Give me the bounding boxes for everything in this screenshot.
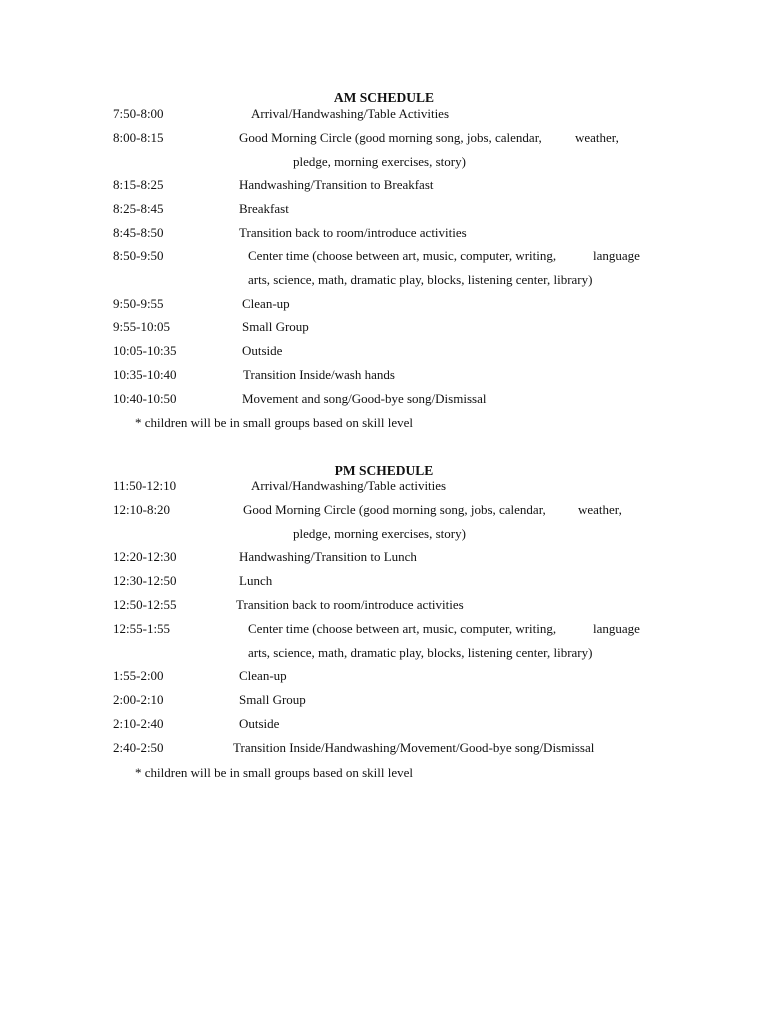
pm-activity-9: Outside [239, 716, 280, 731]
pm-time-1: 11:50-12:10 [113, 478, 177, 493]
pm-activity-6: Center time (choose between art, music, computer, writing, [248, 621, 557, 636]
am-time-10: 10:35-10:40 [113, 367, 177, 382]
pm-time-3: 12:20-12:30 [113, 549, 177, 564]
am-time-4: 8:25-8:45 [113, 201, 164, 216]
am-activity-5: Transition back to room/introduce activities [239, 225, 467, 240]
pm-note: * children will be in small groups based on skill level [135, 765, 414, 780]
pm-activity-10: Transition Inside/Handwashing/Movement/Good-bye song/Dismissal [233, 740, 595, 755]
pm-time-8: 2:00-2:10 [113, 692, 164, 707]
pm-activity-5: Transition back to room/introduce activities [236, 597, 464, 612]
pm-time-5: 12:50-12:55 [113, 597, 177, 612]
am-activity-8: Small Group [242, 319, 309, 334]
am-time-1: 7:50-8:00 [113, 106, 164, 121]
am-activity-2: Good Morning Circle (good morning song, jobs, calendar, [239, 130, 542, 145]
am-activity-6-cont: arts, science, math, dramatic play, blocks, listening center, library) [248, 272, 593, 287]
am-time-5: 8:45-8:50 [113, 225, 164, 240]
am-time-6: 8:50-9:50 [113, 248, 164, 263]
pm-activity-3: Handwashing/Transition to Lunch [239, 549, 417, 564]
am-schedule-title: AM SCHEDULE [333, 90, 435, 105]
am-activity-2-tail: weather, [575, 130, 619, 145]
pm-schedule-title: PM SCHEDULE [334, 463, 434, 478]
am-activity-11: Movement and song/Good-bye song/Dismissal [242, 391, 487, 406]
pm-time-10: 2:40-2:50 [113, 740, 164, 755]
am-time-9: 10:05-10:35 [113, 343, 177, 358]
am-activity-4: Breakfast [239, 201, 289, 216]
am-time-8: 9:55-10:05 [113, 319, 171, 334]
pm-activity-6-tail: language [593, 621, 640, 636]
pm-time-6: 12:55-1:55 [113, 621, 171, 636]
am-activity-6: Center time (choose between art, music, computer, writing, [248, 248, 557, 263]
am-activity-2-cont: pledge, morning exercises, story) [293, 154, 466, 169]
pm-activity-4: Lunch [239, 573, 273, 588]
pm-activity-2-cont: pledge, morning exercises, story) [293, 526, 466, 541]
am-time-11: 10:40-10:50 [113, 391, 177, 406]
am-time-7: 9:50-9:55 [113, 296, 164, 311]
am-activity-3: Handwashing/Transition to Breakfast [239, 177, 434, 192]
pm-activity-6-cont: arts, science, math, dramatic play, blocks, listening center, library) [248, 645, 593, 660]
am-note: * children will be in small groups based on skill level [135, 415, 414, 430]
am-time-2: 8:00-8:15 [113, 130, 164, 145]
pm-activity-1: Arrival/Handwashing/Table activities [251, 478, 447, 493]
pm-time-4: 12:30-12:50 [113, 573, 177, 588]
pm-time-9: 2:10-2:40 [113, 716, 164, 731]
pm-time-2: 12:10-8:20 [113, 502, 171, 517]
pm-activity-8: Small Group [239, 692, 306, 707]
pm-activity-2: Good Morning Circle (good morning song, jobs, calendar, [243, 502, 546, 517]
am-activity-1: Arrival/Handwashing/Table Activities [251, 106, 450, 121]
am-activity-7: Clean-up [242, 296, 290, 311]
am-activity-6-tail: language [593, 248, 640, 263]
am-activity-9: Outside [242, 343, 283, 358]
pm-time-7: 1:55-2:00 [113, 668, 164, 683]
pm-activity-7: Clean-up [239, 668, 287, 683]
pm-activity-2-tail: weather, [578, 502, 622, 517]
am-activity-10: Transition Inside/wash hands [243, 367, 395, 382]
am-time-3: 8:15-8:25 [113, 177, 164, 192]
